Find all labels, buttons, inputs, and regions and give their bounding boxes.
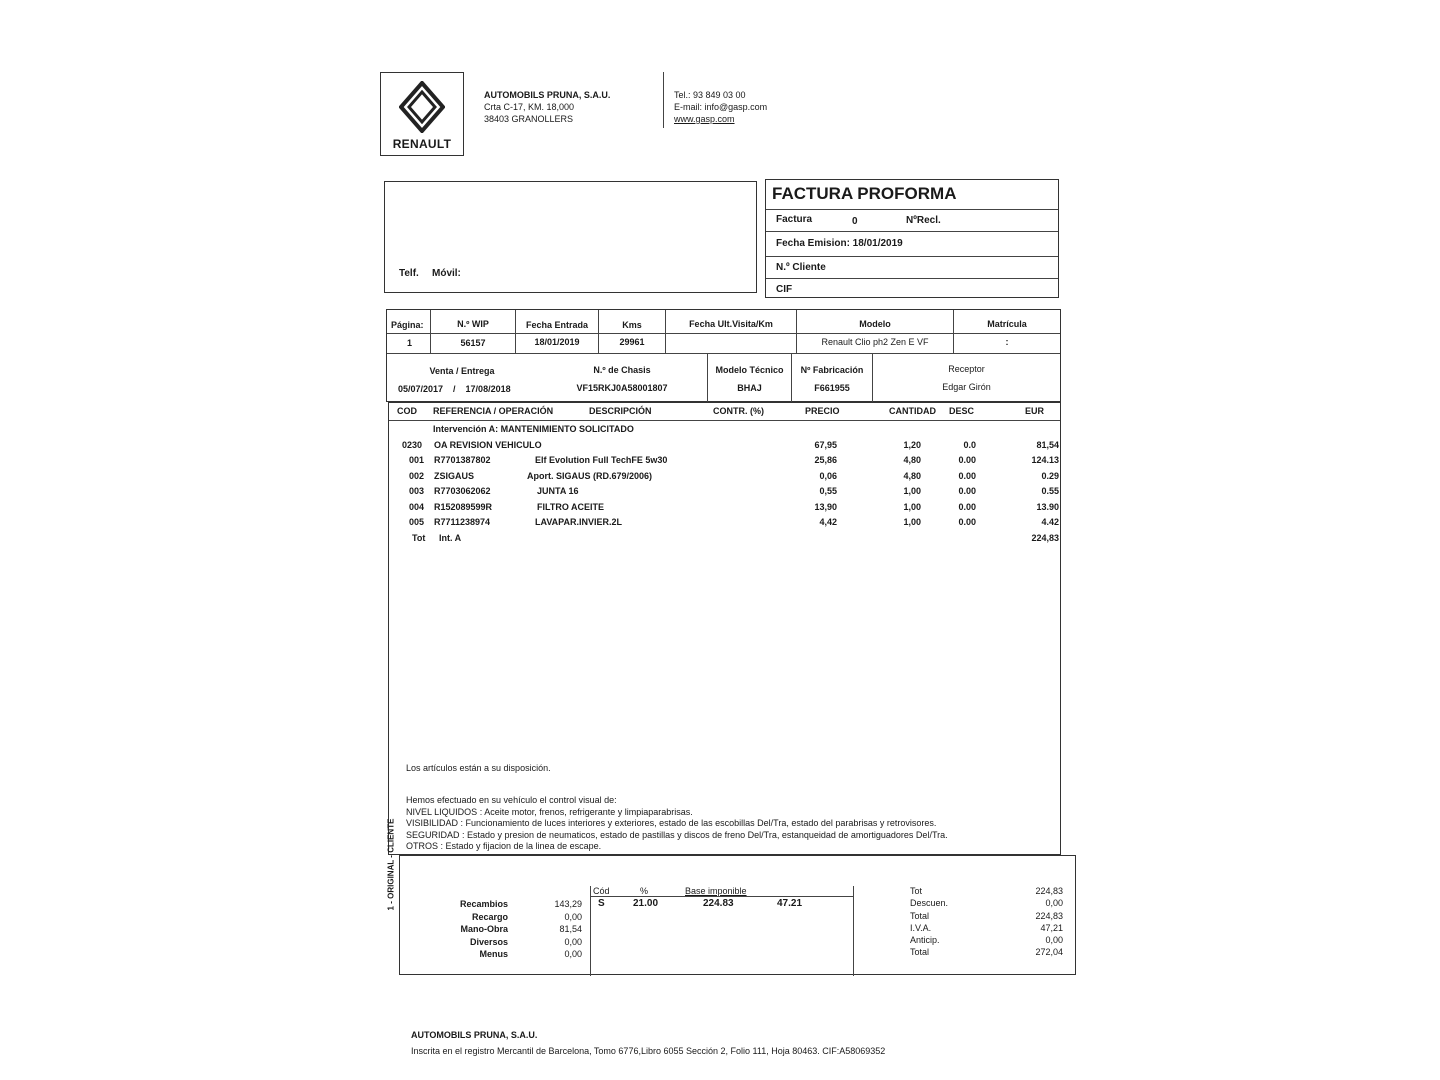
tax-amount: 47.21 [777, 898, 803, 909]
intervention-line: Intervención A: MANTENIMIENTO SOLICITADO [433, 424, 634, 434]
company-address-2: 38403 GRANOLLERS [484, 114, 574, 124]
lh-precio: PRECIO [805, 406, 840, 416]
summary-left-values: 143,29 0,00 81,54 0,00 0,00 [554, 899, 582, 959]
lines-header [389, 404, 1062, 418]
check-block [406, 795, 948, 853]
lh-eur: EUR [1025, 406, 1045, 416]
summary-box [399, 855, 1076, 975]
vv-wip: 56157 [460, 338, 486, 348]
logo-text: RENAULT [392, 137, 452, 151]
tax-code: S [598, 898, 605, 909]
lh-ref: REFERENCIA / OPERACIÓN [433, 406, 554, 416]
check-intro: Hemos efectuado en su vehículo el control visual de: [406, 795, 617, 805]
fabricacion-label: Nº Fabricación [800, 365, 864, 375]
factura-value: 0 [852, 216, 858, 227]
vehicle-table [386, 309, 1061, 402]
vh-ult-visita: Fecha Ult.Visita/Km [689, 319, 773, 329]
footer-registry: Inscrita en el registro Mercantil de Barcelona, Tomo 6776,Libro 6055 Sección 2, Folio 111, Hoja 80463. CIF:A58069352 [411, 1046, 886, 1056]
receptor-label: Receptor [948, 364, 985, 374]
venta-label: Venta / Entrega [429, 366, 495, 376]
customer-mobile-label: Móvil: [432, 268, 461, 279]
customer-box [384, 181, 757, 293]
summary-right-labels: Tot Descuen. Total I.V.A. Anticip. Total [910, 886, 949, 958]
footer-company: AUTOMOBILS PRUNA, S.A.U. [411, 1030, 538, 1040]
vh-kms: Kms [622, 320, 642, 330]
vh-wip: N.º WIP [457, 319, 489, 329]
check-line: VISIBILIDAD : Funcionamiento de luces interiores y exteriores, estado de las escobillas Del/Tra, estado del parabrisas y retrovisores. [406, 818, 937, 828]
tax-base: 224.83 [703, 898, 734, 909]
factura-label: Factura [776, 214, 813, 225]
company-email: E-mail: info@gasp.com [674, 102, 768, 112]
summary-left-labels: Recambios Recargo Mano-Obra Diversos Menus [459, 899, 508, 959]
table-row: 002 ZSIGAUS Aport. SIGAUS (RD.679/2006) 0,06 4,80 0.00 0.29 [409, 471, 1059, 481]
invoice-title: FACTURA PROFORMA [772, 184, 957, 203]
modelo-tecnico-value: BHAJ [737, 383, 762, 393]
company-address-1: Crta C-17, KM. 18,000 [484, 102, 575, 112]
side-label: 1 - ORIGINAL - CLIENTE [386, 818, 396, 911]
cif-label: CIF [776, 284, 793, 295]
contact-block [674, 89, 767, 125]
lh-desc: DESCRIPCIÓN [589, 406, 652, 416]
fecha-emision: Fecha Emision: 18/01/2019 [776, 238, 903, 249]
fabricacion-value: F661955 [814, 383, 850, 393]
vh-pagina: Página: [391, 320, 424, 330]
renault-logo-box [380, 72, 464, 156]
tax-h-cod: Cód [593, 886, 610, 896]
table-row: 004 R152089599R FILTRO ACEITE 13,90 1,00 0.00 13.90 [409, 502, 1059, 512]
summary-right-values: 224,83 0,00 224,83 47,21 0,00 272,04 [1035, 886, 1063, 958]
company-phone: Tel.: 93 849 03 00 [674, 90, 746, 100]
modelo-tecnico-label: Modelo Técnico [715, 365, 784, 375]
table-row: 003 R7703062062 JUNTA 16 0,55 1,00 0.00 0.55 [409, 486, 1059, 496]
nrecl-label: NºRecl. [906, 215, 941, 226]
header-divider [663, 72, 664, 128]
check-line: NIVEL LIQUIDOS : Aceite motor, frenos, refrigerante y limpiaparabrisas. [406, 806, 693, 817]
vv-matricula: : [1005, 337, 1009, 347]
lh-contr: CONTR. (%) [713, 406, 764, 416]
vh-matricula: Matrícula [987, 319, 1027, 329]
table-row: 0230 OA REVISION VEHICULO 67,95 1,20 0.0 81,54 [402, 440, 1059, 450]
company-name: AUTOMOBILS PRUNA, S.A.U. [484, 90, 611, 100]
tax-pct: 21.00 [633, 898, 659, 909]
lh-cantidad: CANTIDAD [889, 406, 936, 416]
disposal-note: Los artículos están a su disposición. [406, 763, 551, 773]
chasis-value: VF15RKJ0A58001807 [576, 383, 668, 393]
vv-modelo: Renault Clio ph2 Zen E VF [821, 337, 929, 347]
check-line: SEGURIDAD : Estado y presion de neumaticos, estado de pastillas y discos de freno Del/Tra, estanqueidad de amortiguadores Del/Tra. [406, 829, 948, 840]
tax-h-pct: % [640, 886, 649, 896]
customer-phone-label: Telf. [399, 268, 419, 279]
vh-modelo: Modelo [859, 319, 891, 329]
total-row: Tot Int. A 224,83 [412, 533, 1059, 543]
lh-desc-pct: DESC [949, 406, 975, 416]
vh-fecha-entrada: Fecha Entrada [525, 320, 589, 330]
venta-value: 05/07/2017 / 17/08/2018 [398, 384, 511, 394]
vv-kms: 29961 [619, 337, 645, 347]
renault-diamond-icon [399, 81, 445, 133]
lh-cod: COD [397, 406, 417, 416]
table-row: 001 R7701387802 Elf Evolution Full TechFE 5w30 25,86 4,80 0.00 124.13 [409, 455, 1059, 465]
vv-pagina: 1 [407, 338, 413, 348]
table-row: 005 R7711238974 LAVAPAR.INVIER.2L 4,42 1,00 0.00 4.42 [409, 517, 1059, 527]
company-web[interactable]: www.gasp.com [674, 114, 735, 124]
check-line: OTROS : Estado y fijacion de la linea de escape. [406, 841, 602, 851]
vv-fecha-entrada: 18/01/2019 [534, 337, 580, 347]
company-block [484, 89, 610, 125]
receptor-value: Edgar Girón [942, 382, 991, 392]
chasis-label: N.º de Chasis [593, 365, 651, 375]
invoice-box [765, 179, 1059, 298]
cliente-label: N.º Cliente [776, 262, 826, 273]
lines-table [388, 402, 1061, 855]
tax-h-base: Base imponible [685, 886, 747, 896]
